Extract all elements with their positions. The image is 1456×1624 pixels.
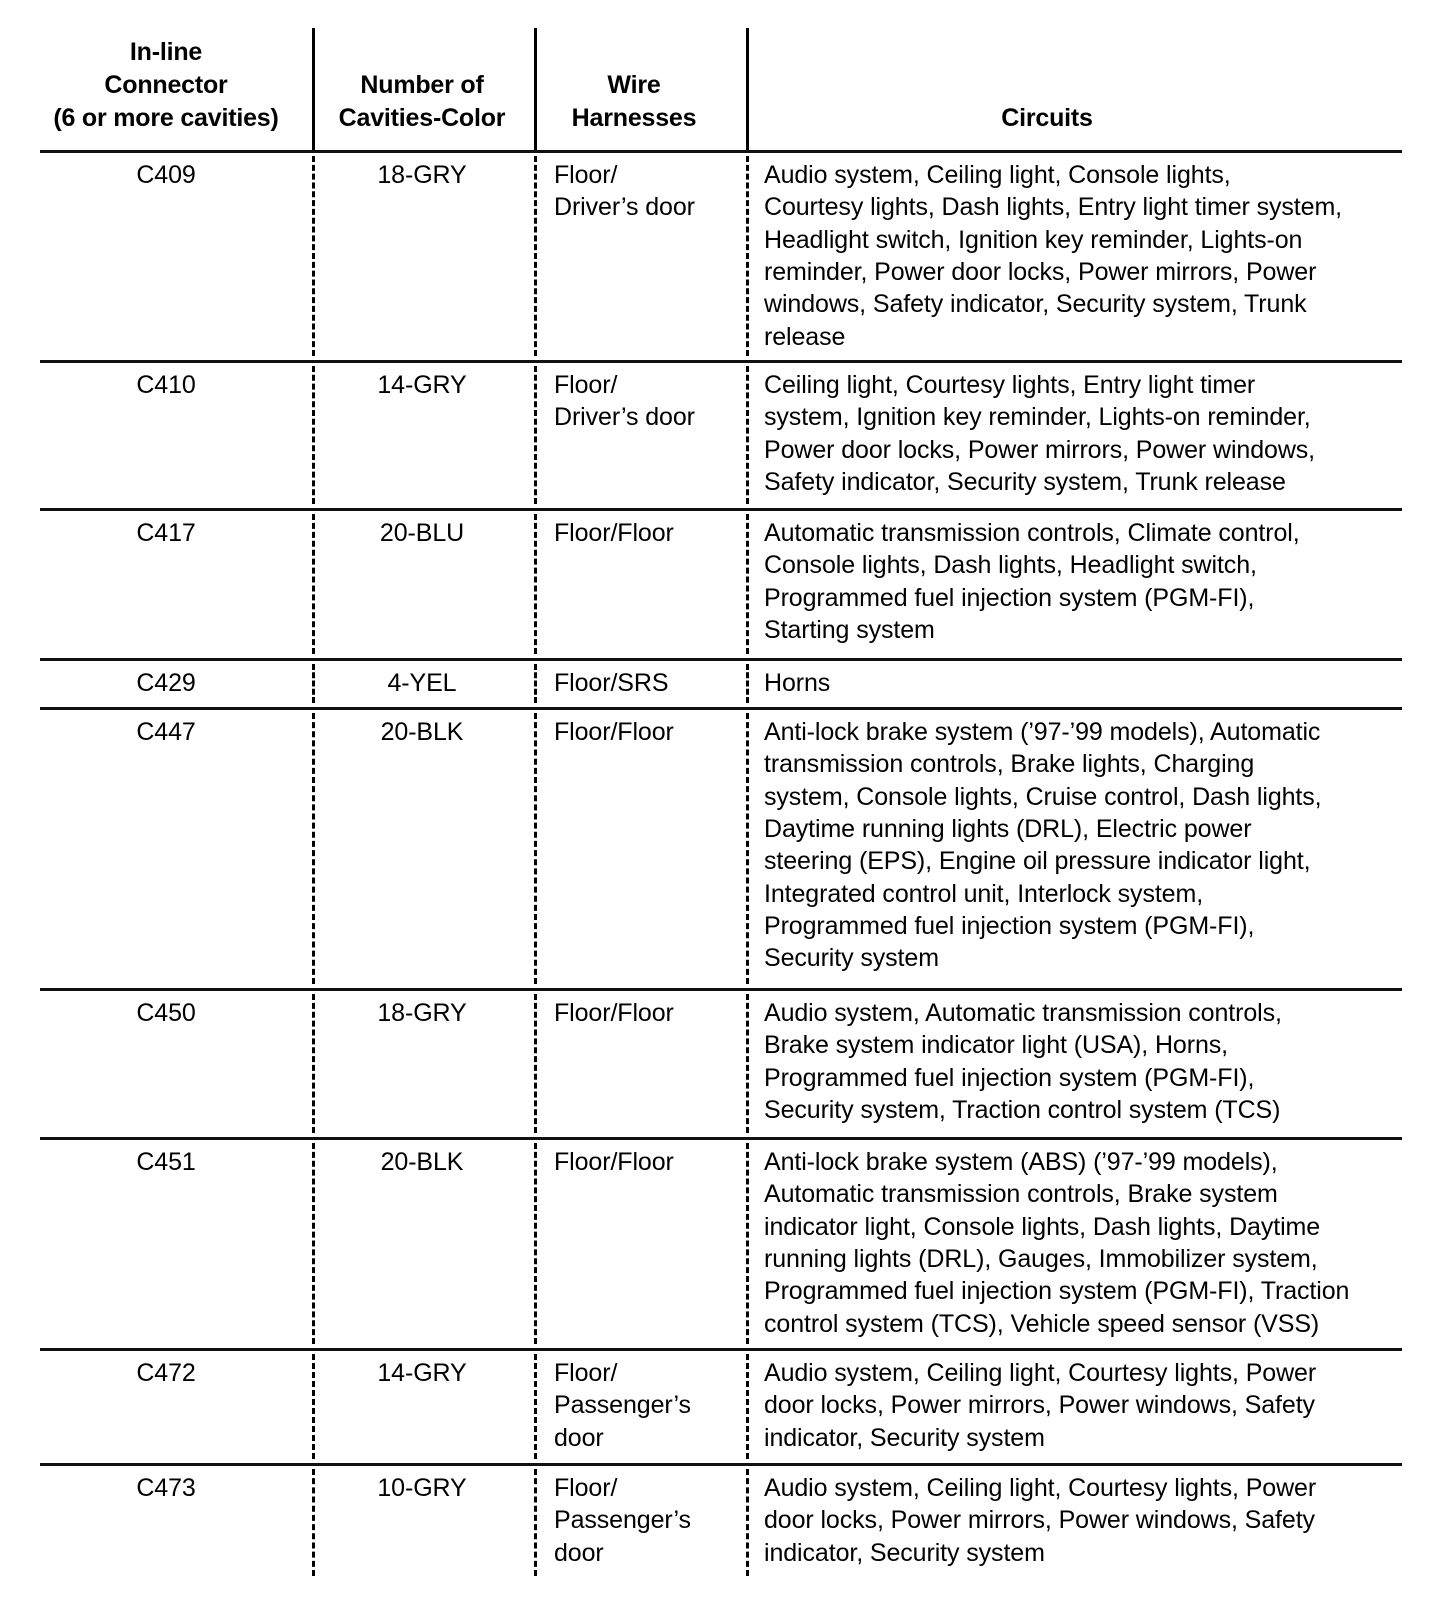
circuit-list: Integrated control unit, Interlock system, [764, 879, 1204, 908]
circuit-list: steering (EPS), Engine oil pressure indicator light, [764, 847, 1311, 876]
circuit-list: Programmed fuel injection system (PGM-FI), Traction [764, 1277, 1350, 1306]
wire-harness: Floor/ [554, 1359, 618, 1387]
column-divider [534, 664, 537, 703]
circuit-list: system, Console lights, Cruise control, Dash lights, [764, 782, 1322, 811]
header-connector-line: (6 or more cavities) [53, 104, 279, 132]
header-harness-line: Harnesses [571, 104, 697, 132]
column-divider [534, 1469, 537, 1576]
connector-id: C417 [136, 519, 196, 547]
row-rule [40, 988, 1402, 991]
column-divider [746, 664, 749, 703]
column-divider [746, 156, 749, 356]
header-divider [534, 28, 537, 150]
column-divider [746, 1143, 749, 1344]
circuit-list: Headlight switch, Ignition key reminder, Lights-on [764, 225, 1303, 254]
circuit-list: Audio system, Ceiling light, Console lights, [764, 161, 1231, 189]
column-divider [534, 1143, 537, 1344]
column-divider [312, 664, 315, 703]
connector-id: C451 [136, 1148, 196, 1176]
circuit-list: indicator, Security system [764, 1538, 1045, 1567]
circuit-list: Safety indicator, Security system, Trunk release [764, 467, 1286, 496]
column-divider [746, 514, 749, 654]
wire-harness: Floor/Floor [554, 519, 674, 547]
header-cavities-line: Cavities-Color [338, 104, 506, 132]
circuit-list: Programmed fuel injection system (PGM-FI), [764, 1063, 1255, 1092]
wire-harness: Floor/Floor [554, 718, 674, 746]
circuit-list: Console lights, Dash lights, Headlight switch, [764, 551, 1257, 580]
column-divider [312, 1354, 315, 1459]
header-cavities-line: Number of [360, 71, 484, 99]
wire-harness: Floor/ [554, 1474, 618, 1502]
column-divider [534, 713, 537, 984]
column-divider [746, 994, 749, 1133]
cavities-color: 20-BLK [380, 1148, 464, 1176]
circuit-list: Programmed fuel injection system (PGM-FI), [764, 911, 1255, 940]
connector-id: C473 [136, 1474, 196, 1502]
wire-harness: Driver’s door [554, 193, 695, 222]
wire-harness: Floor/Floor [554, 1148, 674, 1176]
column-divider [312, 713, 315, 984]
column-divider [534, 1354, 537, 1459]
header-divider [312, 28, 315, 150]
row-rule [40, 658, 1402, 661]
circuit-list: Anti-lock brake system (ABS) (’97-’99 models), [764, 1148, 1278, 1176]
circuit-list: Ceiling light, Courtesy lights, Entry light timer [764, 371, 1256, 399]
wire-harness: Floor/ [554, 161, 618, 189]
circuit-list: release [764, 322, 846, 351]
circuit-list: running lights (DRL), Gauges, Immobilizer system, [764, 1244, 1318, 1273]
column-divider [312, 514, 315, 654]
row-rule [40, 1348, 1402, 1351]
circuit-list: Programmed fuel injection system (PGM-FI), [764, 583, 1255, 612]
connector-id: C450 [136, 999, 196, 1027]
circuit-list: door locks, Power mirrors, Power windows, Safety [764, 1391, 1315, 1420]
column-divider [746, 366, 749, 504]
circuit-list: Automatic transmission controls, Brake system [764, 1180, 1278, 1209]
connector-id: C410 [136, 371, 196, 399]
header-circuits: Circuits [1001, 104, 1093, 132]
column-divider [746, 1354, 749, 1459]
cavities-color: 14-GRY [377, 1359, 467, 1387]
wire-harness: door [554, 1538, 604, 1567]
circuit-list: control system (TCS), Vehicle speed sensor (VSS) [764, 1309, 1320, 1338]
column-divider [534, 156, 537, 356]
circuit-list: Audio system, Ceiling light, Courtesy lights, Power [764, 1474, 1317, 1502]
connector-id: C429 [136, 669, 196, 697]
circuit-list: Anti-lock brake system (’97-’99 models), Automatic [764, 718, 1321, 746]
circuit-list: Audio system, Automatic transmission controls, [764, 999, 1282, 1027]
header-connector-line: Connector [104, 71, 228, 99]
wire-harness: Floor/SRS [554, 669, 669, 697]
header-connector-line: In-line [129, 38, 203, 66]
circuit-list: indicator light, Console lights, Dash lights, Daytime [764, 1212, 1321, 1241]
cavities-color: 20-BLU [379, 519, 465, 547]
cavities-color: 20-BLK [380, 718, 464, 746]
wire-harness: Floor/ [554, 371, 618, 399]
header-rule [40, 150, 1402, 153]
cavities-color: 14-GRY [377, 371, 467, 399]
circuit-list: system, Ignition key reminder, Lights-on reminder, [764, 403, 1311, 432]
circuit-list: indicator, Security system [764, 1423, 1045, 1452]
circuit-list: Horns [764, 669, 831, 697]
row-rule [40, 707, 1402, 710]
column-divider [534, 366, 537, 504]
circuit-list: Brake system indicator light (USA), Horns, [764, 1031, 1229, 1060]
circuit-list: Automatic transmission controls, Climate control, [764, 519, 1300, 547]
cavities-color: 4-YEL [387, 669, 457, 697]
circuit-list: transmission controls, Brake lights, Charging [764, 750, 1255, 779]
connector-id: C472 [136, 1359, 196, 1387]
row-rule [40, 1137, 1402, 1140]
column-divider [312, 1469, 315, 1576]
column-divider [312, 366, 315, 504]
cavities-color: 18-GRY [377, 161, 467, 189]
wire-harness: Driver’s door [554, 403, 695, 432]
column-divider [534, 994, 537, 1133]
column-divider [312, 156, 315, 356]
row-rule [40, 1463, 1402, 1466]
circuit-list: Starting system [764, 615, 935, 644]
connector-id: C447 [136, 718, 196, 746]
wire-harness: Floor/Floor [554, 999, 674, 1027]
column-divider [746, 713, 749, 984]
circuit-list: Audio system, Ceiling light, Courtesy lights, Power [764, 1359, 1317, 1387]
wire-harness: Passenger’s [554, 1391, 691, 1420]
circuit-list: reminder, Power door locks, Power mirrors, Power [764, 257, 1317, 286]
cavities-color: 10-GRY [377, 1474, 467, 1502]
circuit-list: door locks, Power mirrors, Power windows, Safety [764, 1506, 1315, 1535]
row-rule [40, 508, 1402, 511]
column-divider [746, 1469, 749, 1576]
circuit-list: Daytime running lights (DRL), Electric power [764, 814, 1252, 843]
wire-harness: Passenger’s [554, 1506, 691, 1535]
cavities-color: 18-GRY [377, 999, 467, 1027]
header-divider [746, 28, 749, 150]
column-divider [534, 514, 537, 654]
column-divider [312, 1143, 315, 1344]
circuit-list: Power door locks, Power mirrors, Power windows, [764, 435, 1316, 464]
row-rule [40, 360, 1402, 363]
circuit-list: Security system, Traction control system (TCS) [764, 1095, 1281, 1124]
circuit-list: windows, Safety indicator, Security system, Trunk [764, 290, 1307, 319]
circuit-list: Security system [764, 944, 939, 973]
wire-harness: door [554, 1423, 604, 1452]
circuit-list: Courtesy lights, Dash lights, Entry light timer system, [764, 193, 1343, 222]
header-harness-line: Wire [607, 71, 661, 99]
column-divider [312, 994, 315, 1133]
connector-id: C409 [136, 161, 196, 189]
